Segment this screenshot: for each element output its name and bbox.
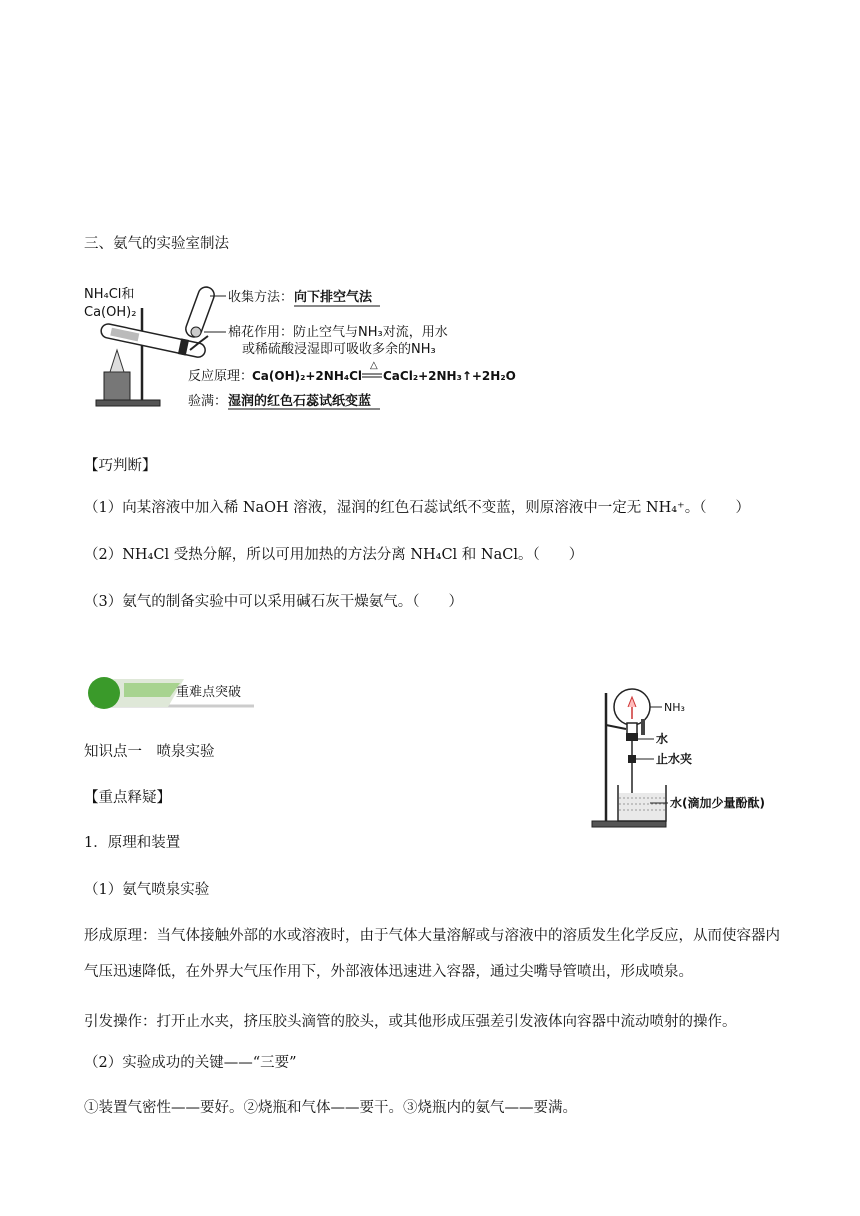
- judge-heading: 【巧判断】: [84, 458, 157, 474]
- cotton-line-1: 棉花作用：防止空气与NH₃对流，用水: [228, 325, 448, 340]
- focus-heading: 【重点释疑】: [84, 790, 171, 806]
- principle-paragraph: 形成原理：当气体接触外部的水或溶液时，由于气体大量溶解或与溶液中的溶质发生化学反应，从而使容器内气压迅速降低，在外界大气压作用下，外部液体迅速进入容器，通过尖嘴导管喷出，形成喷泉。: [84, 928, 780, 980]
- trigger-paragraph: 引发操作：打开止水夹，挤压胶头滴管的胶头，或其他形成压强差引发液体向容器中流动喷射的操作。: [84, 1014, 737, 1030]
- knowledge-point: 知识点一 喷泉实验: [84, 744, 215, 760]
- section-title: 三、氨气的实验室制法: [84, 236, 229, 252]
- reagent-label-2: Ca(OH)₂: [84, 305, 137, 320]
- reagent-label-1: NH₄Cl和: [84, 287, 135, 302]
- reaction-label: 反应原理：: [188, 369, 254, 384]
- banner-title: 重难点突破: [176, 685, 242, 700]
- gas-label: NH₃: [664, 701, 685, 714]
- reaction-left: Ca(OH)₂+2NH₄Cl: [252, 369, 363, 383]
- judge-question-3: （3）氨气的制备实验中可以采用碱石灰干燥氨气。（ ）: [84, 594, 463, 610]
- reaction-right: CaCl₂+2NH₃↑+2H₂O: [383, 369, 516, 383]
- test-label: 验满：: [188, 394, 228, 409]
- item-1-2: （2）实验成功的关键——“三要”: [84, 1055, 297, 1071]
- water-label: 水: [656, 732, 669, 746]
- collect-value: 向下排空气法: [294, 290, 373, 305]
- collect-label: 收集方法：: [228, 290, 294, 305]
- banner-green-circle: [88, 677, 120, 709]
- clamp-label: 止水夹: [656, 752, 693, 766]
- beaker-label: 水(滴加少量酚酞): [670, 796, 765, 810]
- judge-question-1: （1）向某溶液中加入稀 NaOH 溶液，湿润的红色石蕊试纸不变蓝，则原溶液中一定无 NH₄⁺。（ ）: [84, 500, 750, 516]
- test-value: 湿润的红色石蕊试纸变蓝: [228, 394, 372, 409]
- item-1: 1．原理和装置: [84, 835, 181, 851]
- judge-question-2: （2）NH₄Cl 受热分解，所以可用加热的方法分离 NH₄Cl 和 NaCl。（ ）: [84, 547, 584, 563]
- ammonia-preparation-diagram: [80, 280, 516, 410]
- cotton-line-2: 或稀硫酸浸湿即可吸收多余的NH₃: [242, 342, 436, 357]
- heat-symbol: △: [370, 360, 378, 371]
- item-1-1: （1）氨气喷泉实验: [84, 882, 210, 898]
- keys-paragraph: ①装置气密性——要好。②烧瓶和气体——要干。③烧瓶内的氨气——要满。: [84, 1100, 577, 1116]
- fountain-experiment-diagram: [588, 685, 778, 835]
